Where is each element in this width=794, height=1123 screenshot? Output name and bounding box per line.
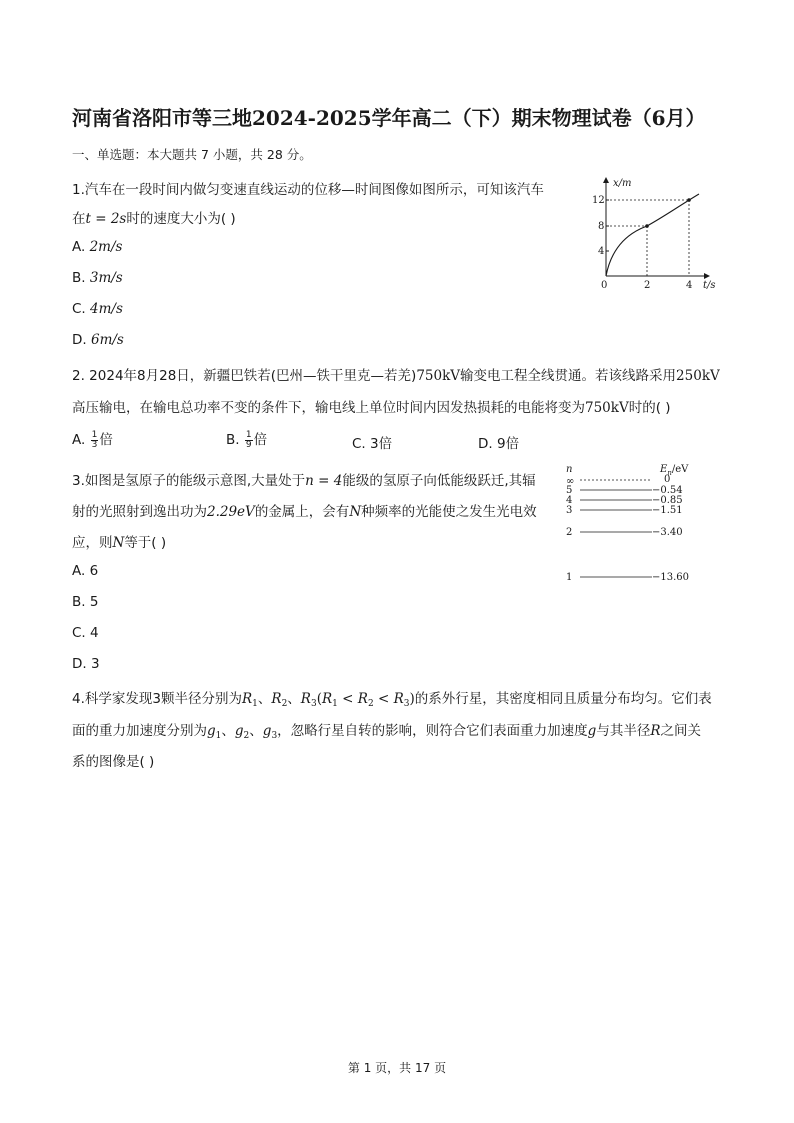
- q2-text: 高压输电，在输电总功率不变的条件下，输电线上单位时间内因发热损耗的电能将变为: [72, 400, 585, 416]
- q4-sep: 、: [221, 723, 235, 739]
- q3-text: 射的光照射到逸出功为: [72, 504, 207, 520]
- svg-text:−1.51: −1.51: [652, 505, 683, 516]
- xt-curve: [606, 194, 699, 276]
- x-tick-2: 2: [644, 280, 651, 291]
- q1-stem-math: t = 2s: [85, 211, 127, 227]
- q3-text: 3.如图是氢原子的能级示意图,大量处于: [72, 473, 306, 489]
- q3-energy-level-diagram: [560, 460, 710, 585]
- y-axis-label: x/m: [613, 178, 632, 189]
- option-value: 9倍: [496, 436, 520, 452]
- q1-option-c[interactable]: [72, 301, 123, 317]
- point-t2: [645, 224, 649, 228]
- q4-text: 之间关: [660, 723, 701, 739]
- q4-math-r3: $R_3$: [300, 691, 317, 709]
- option-value: 2m/s: [89, 239, 123, 255]
- q3-text: 应，则: [72, 535, 113, 551]
- option-letter: C.: [352, 436, 366, 452]
- page-title: 河南省洛阳市等三地2024-2025学年高二（下）期末物理试卷（6月）: [72, 106, 706, 130]
- svg-text:2: 2: [566, 527, 573, 538]
- fraction-numerator: 1: [91, 429, 98, 440]
- guide-lines: [606, 200, 689, 276]
- point-t4: [687, 198, 691, 202]
- q2-option-b[interactable]: [226, 428, 267, 450]
- q2-option-a[interactable]: [72, 428, 113, 450]
- n-header: n: [566, 464, 573, 475]
- q2-option-d[interactable]: [478, 432, 519, 452]
- option-suffix: 倍: [99, 432, 113, 448]
- q2-text: 2. 2024年8月28日，新疆巴铁若(巴州—铁干里克—若羌): [72, 368, 417, 384]
- option-value: 6: [89, 563, 99, 579]
- svg-text:3: 3: [566, 505, 573, 516]
- q2-stem-line2: [72, 396, 671, 416]
- q1-option-d[interactable]: [72, 332, 124, 348]
- q2-option-c[interactable]: [352, 432, 392, 452]
- q2-text: 时的( ): [628, 400, 671, 416]
- q4-math-r2: $R_2$: [271, 691, 288, 709]
- fraction-numerator: 1: [245, 429, 252, 440]
- q4-stem-line3: 系的图像是( ): [72, 754, 155, 770]
- q4-stem-line2: [72, 719, 701, 741]
- q3-stem-line1: [72, 469, 536, 489]
- q3-text: 种频率的光能使之发生光电效: [361, 504, 537, 520]
- q4-text: 的系外行星，其密度相同且质量分布均匀。它们表: [414, 691, 712, 707]
- level-3: [566, 505, 683, 516]
- option-letter: D.: [72, 332, 87, 348]
- option-letter: C.: [72, 625, 86, 641]
- option-letter: B.: [226, 432, 240, 448]
- q3-text: 能级的氢原子向低能级跃迁,其辐: [342, 473, 536, 489]
- q3-math: N: [349, 504, 362, 520]
- q4-math-r: R: [650, 723, 661, 739]
- q4-math-g1: $g_1$: [207, 723, 222, 741]
- fraction-denominator: 9: [245, 439, 252, 450]
- svg-text:−0.54: −0.54: [652, 485, 683, 496]
- q3-option-c[interactable]: [72, 625, 99, 641]
- option-letter: B.: [72, 594, 86, 610]
- q1-stem-tail: 时的速度大小为( ): [126, 211, 236, 227]
- q4-sep: 、: [257, 691, 272, 707]
- q2-text: 输变电工程全线贯通。若该线路采用: [460, 368, 677, 384]
- svg-text:−13.60: −13.60: [652, 572, 690, 583]
- option-value: 5: [89, 594, 99, 610]
- q2-math: 750kV: [416, 368, 461, 384]
- q3-option-b[interactable]: [72, 594, 98, 610]
- q1-stem-line2: [72, 207, 236, 227]
- q1-option-a[interactable]: [72, 239, 122, 255]
- q4-text: 面的重力加速度分别为: [72, 723, 207, 739]
- level-1: [566, 572, 689, 583]
- q3-option-d[interactable]: [72, 656, 100, 672]
- q4-sep: 、: [249, 723, 263, 739]
- q3-stem-line3: [72, 531, 166, 551]
- q3-option-a[interactable]: [72, 563, 98, 579]
- option-value: 3m/s: [89, 270, 123, 286]
- svg-text:1: 1: [566, 572, 573, 583]
- option-value: 4m/s: [90, 301, 123, 317]
- fraction-denominator: 3: [91, 439, 98, 450]
- q3-math: 2.29eV: [207, 504, 255, 520]
- svg-text:5: 5: [566, 485, 573, 496]
- q4-stem-line1: [72, 687, 712, 709]
- x-axis-label: t/s: [703, 280, 716, 291]
- q2-math: 750kV: [585, 400, 629, 416]
- q4-math-g: g: [587, 723, 597, 739]
- option-letter: A.: [72, 239, 86, 255]
- q4-text: 4.科学家发现3颗半径分别为: [72, 691, 242, 707]
- svg-text:0: 0: [664, 474, 671, 485]
- q1-option-b[interactable]: [72, 270, 123, 286]
- fraction: [91, 431, 99, 450]
- option-suffix: 倍: [253, 432, 268, 448]
- q3-text: 的金属上，会有: [254, 504, 350, 520]
- level-2: [566, 527, 683, 538]
- q2-stem-line1: [72, 364, 720, 384]
- svg-text:−3.40: −3.40: [652, 527, 683, 538]
- y-tick-8: 8: [598, 221, 605, 232]
- origin-label: 0: [601, 280, 608, 291]
- q1-stem-line1: 1.汽车在一段时间内做匀变速直线运动的位移—时间图像如图所示，可知该汽车: [72, 182, 544, 198]
- svg-text:4: 4: [566, 495, 573, 506]
- y-tick-12: 12: [592, 195, 605, 206]
- q4-math-g3: $g_3$: [262, 723, 278, 741]
- svg-text:∞: ∞: [566, 476, 575, 487]
- q3-math: n = 4: [305, 473, 343, 489]
- option-value: 6m/s: [90, 332, 124, 348]
- q4-math-g2: $g_2$: [234, 723, 250, 741]
- q3-math: N: [112, 535, 125, 551]
- option-letter: C.: [72, 301, 86, 317]
- section-header: 一、单选题：本大题共 7 小题，共 28 分。: [72, 147, 312, 162]
- option-value: 4: [90, 625, 99, 641]
- y-tick-4: 4: [598, 246, 605, 257]
- q3-text: 等于( ): [124, 535, 167, 551]
- q4-sep: 、: [287, 691, 301, 707]
- q1-xt-graph: [585, 172, 725, 294]
- option-value: 3: [90, 656, 100, 672]
- fraction: [245, 431, 253, 450]
- q2-math: 250kV: [676, 368, 720, 384]
- q4-condition: $(R_1 < R_2 < R_3)$: [316, 691, 415, 709]
- q4-text: 与其半径: [596, 723, 651, 739]
- option-value: 3倍: [370, 436, 393, 452]
- option-letter: A.: [72, 563, 86, 579]
- option-letter: A.: [72, 432, 86, 448]
- q4-math-r1: $R_1$: [241, 691, 258, 709]
- x-tick-4: 4: [686, 280, 693, 291]
- page-footer: 第 1 页，共 17 页: [347, 1061, 447, 1075]
- svg-text:−0.85: −0.85: [652, 495, 683, 506]
- q3-stem-line2: [72, 500, 537, 520]
- option-letter: D.: [72, 656, 87, 672]
- q1-stem-text: 在: [72, 211, 86, 227]
- option-letter: D.: [478, 436, 493, 452]
- q4-text: ，忽略行星自转的影响，则符合它们表面重力加速度: [277, 723, 588, 739]
- e-header: $E_n/eV$: [660, 464, 689, 477]
- option-letter: B.: [72, 270, 86, 286]
